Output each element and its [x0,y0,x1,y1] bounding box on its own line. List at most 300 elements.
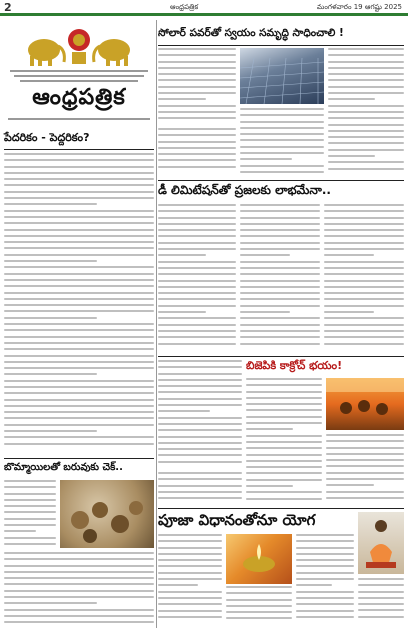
text-line [158,134,236,136]
text-line [326,484,374,486]
text-line [158,166,236,168]
text-line [158,235,236,237]
text-line [246,479,322,481]
text-line [328,168,404,170]
text-line [4,530,36,532]
text-line [158,223,236,225]
text-line [226,611,292,613]
text-line [246,403,322,405]
toys-text-body [4,552,154,628]
text-line [4,292,154,294]
text-line [240,235,320,237]
solar-article-text-col2 [240,108,324,178]
text-line [158,534,222,536]
text-line [4,166,154,168]
yoga-headline: పూజా విధానంతోనూ యోగ [158,511,316,529]
text-line [4,266,154,268]
text-line [240,127,324,129]
text-line [296,597,354,599]
text-line [240,298,320,300]
text-line [4,367,154,369]
text-line [4,298,154,300]
text-line [158,491,242,493]
text-line [324,254,374,256]
text-line [158,280,236,282]
text-line [240,317,320,319]
text-line [4,317,97,319]
text-line [4,184,154,186]
text-line [4,222,154,224]
solar-article-text-col1b [158,128,236,178]
text-line [158,317,236,319]
text-line [4,443,154,445]
text-line [158,92,236,94]
text-line [4,254,154,256]
text-line [158,273,236,275]
text-line [240,330,320,332]
text-line [324,217,404,219]
text-line [158,578,222,580]
text-line [326,491,404,493]
text-line [158,553,222,555]
text-line [4,342,154,344]
text-line [296,565,354,567]
text-line [246,466,322,468]
text-line [4,424,154,426]
text-line [358,616,404,618]
toys-headline: బొమ్మాయిలతో బరువుకు చెక్.. [4,462,123,473]
text-line [240,242,320,244]
text-line [158,547,222,549]
text-line [326,465,404,467]
text-line [328,161,404,163]
bjp-text-col1b [158,472,242,506]
text-line [328,67,404,69]
text-line [328,130,404,132]
bjp-text-col3 [326,434,404,506]
text-line [240,171,324,173]
text-line [4,417,154,419]
text-line [158,217,236,219]
text-line [324,210,404,212]
text-line [158,379,242,381]
text-line [328,142,404,144]
bjp-text-col1 [158,360,242,470]
text-line [328,149,404,151]
delimitation-headline: డీ లిమిటేషన్‌తో ప్రజలకు లాభమేనా.. [158,183,331,197]
text-line [240,336,320,338]
text-line [328,155,375,157]
text-line [158,210,236,212]
text-line [226,592,292,594]
text-line [158,128,236,130]
text-line [4,191,154,193]
text-line [328,79,404,81]
text-line [246,422,322,424]
text-line [4,436,154,438]
text-line [358,591,404,593]
text-line [240,152,324,154]
text-line [158,254,206,256]
text-line [296,534,354,536]
yoga-text-col4 [358,578,404,628]
text-line [296,547,354,549]
text-line [296,591,354,593]
text-line [158,159,236,161]
text-line [4,499,56,501]
text-line [158,591,222,593]
text-line [226,586,292,588]
text-line [158,105,236,107]
text-line [324,280,404,282]
text-line [246,384,322,386]
text-line [324,317,404,319]
text-line [328,86,404,88]
text-line [324,324,404,326]
text-line [324,267,404,269]
text-line [4,543,56,545]
poverty-article-text [4,153,154,453]
text-line [158,267,236,269]
text-line [158,616,222,618]
text-line [158,79,236,81]
text-line [246,435,322,437]
text-line [324,292,404,294]
text-line [158,330,236,332]
text-line [324,311,374,313]
text-line [4,511,56,513]
text-line [4,329,154,331]
text-line [226,605,292,607]
text-line [4,583,154,585]
text-line [158,472,242,474]
text-line [240,254,290,256]
text-line [4,609,154,611]
text-line [158,485,242,487]
text-line [240,223,320,225]
text-line [240,121,324,123]
text-line [158,98,206,100]
text-line [4,405,154,407]
text-line [158,61,236,63]
text-line [324,235,404,237]
text-line [324,261,404,263]
masthead [4,20,154,126]
text-line [4,399,154,401]
text-line [4,229,154,231]
delimitation-text-col1 [158,204,236,354]
toys-text-col1 [4,480,56,550]
text-line [4,590,154,592]
text-line [246,454,322,456]
text-line [158,242,236,244]
delimitation-text-col2 [240,204,320,354]
text-line [4,411,154,413]
text-line [158,417,242,419]
text-line [240,210,320,212]
page-number: 2 [4,1,12,14]
text-line [4,336,154,338]
text-line [158,48,236,50]
poverty-headline: పేదరికం - పెద్దరికం? [4,131,90,144]
text-line [240,204,320,206]
text-line [4,430,97,432]
text-line [326,440,404,442]
text-line [246,428,293,430]
text-line [324,204,404,206]
text-line [296,616,354,618]
text-line [158,360,242,362]
text-line [240,217,320,219]
text-line [240,139,324,141]
bjp-rally-photo [326,378,404,430]
text-line [4,197,154,199]
header-date: మంగళవారం 19 ఆగష్టు 2025 [316,3,402,11]
text-line [158,404,242,406]
text-line [246,397,322,399]
text-line [158,86,236,88]
text-line [158,603,222,605]
text-line [4,615,154,617]
text-line [4,577,154,579]
text-line [4,323,154,325]
text-line [240,311,290,313]
text-line [158,54,236,56]
text-line [324,305,404,307]
text-line [158,559,222,561]
page-header-bar [0,0,408,16]
text-line [158,429,242,431]
text-line [158,391,242,393]
text-line [158,423,242,425]
text-line [158,204,236,206]
text-line [358,578,404,580]
yoga-text-col1 [158,534,222,628]
text-line [326,497,404,499]
text-line [326,478,404,480]
text-line [240,248,320,250]
text-line [158,298,236,300]
text-line [4,235,154,237]
text-line [246,491,322,493]
text-line [296,610,354,612]
text-line [326,434,404,436]
text-line [158,442,242,444]
text-line [4,304,154,306]
text-line [4,241,154,243]
text-line [358,597,404,599]
text-line [240,343,320,345]
text-line [158,497,242,499]
text-line [158,336,236,338]
text-line [158,398,242,400]
text-line [358,603,404,605]
text-line [158,343,236,345]
text-line [296,603,354,605]
text-line [4,260,97,262]
text-line [4,273,154,275]
text-line [240,273,320,275]
text-line [324,336,404,338]
text-line [158,286,236,288]
text-line [324,343,404,345]
text-line [4,178,154,180]
text-line [324,223,404,225]
text-line [296,540,354,542]
text-line [158,448,242,450]
text-line [158,385,242,387]
text-line [158,436,242,438]
text-line [158,366,242,368]
solar-article-text-col1 [158,48,236,126]
text-line [240,292,320,294]
solar-headline: సోలార్ పవర్‌తో స్వయం సమృద్ధి సాధించాలి ! [158,27,344,39]
text-line [158,117,236,119]
text-line [158,111,236,113]
text-line [4,172,154,174]
text-line [296,584,332,586]
text-line [4,380,154,382]
text-line [158,292,236,294]
text-line [240,280,320,282]
text-line [158,248,236,250]
bjp-headline: బిజెపికి కాక్రోచ్ భయం! [246,359,343,372]
delimitation-text-col3 [324,204,404,354]
masthead-tagline [4,116,154,122]
text-line [4,602,97,604]
text-line [240,324,320,326]
text-line [296,572,354,574]
text-line [240,114,324,116]
text-line [158,229,236,231]
text-line [326,459,404,461]
text-line [158,565,222,567]
text-line [296,559,354,561]
text-line [328,111,404,113]
text-line [4,571,154,573]
bjp-text-col2 [246,378,322,506]
text-line [328,54,404,56]
text-line [4,552,154,554]
text-line [240,165,324,167]
text-line [158,540,222,542]
text-line [158,373,242,375]
masthead-subtext [4,68,154,82]
text-line [328,124,404,126]
text-line [240,133,324,135]
text-line [158,153,236,155]
header-center-text: ఆంధ్రపత్రిక [170,3,199,11]
text-line [246,378,322,380]
text-line [4,524,56,526]
text-line [246,409,322,411]
text-line [328,73,404,75]
text-line [246,447,322,449]
text-line [4,310,154,312]
text-line [4,621,154,623]
text-line [4,558,154,560]
text-line [226,617,292,619]
text-line [324,248,404,250]
text-line [158,461,242,463]
toys-photo [60,480,154,548]
text-line [4,486,56,488]
text-line [240,108,324,110]
text-line [324,229,404,231]
text-line [4,386,154,388]
text-line [4,355,154,357]
text-line [4,373,97,375]
text-line [4,153,154,155]
text-line [158,73,236,75]
text-line [326,447,404,449]
text-line [4,159,154,161]
text-line [4,361,154,363]
text-line [326,453,404,455]
yoga-text-col3 [296,534,354,628]
text-line [324,298,404,300]
yoga-pooja-photo [226,534,292,584]
text-line [158,478,242,480]
yoga-text-col2 [226,586,292,628]
text-line [158,597,222,599]
masthead-title: ఆంధ్రపత్రిక [32,84,126,110]
text-line [158,147,236,149]
text-line [158,141,236,143]
text-line [158,410,210,412]
text-line [158,324,236,326]
text-line [240,305,320,307]
text-line [4,480,56,482]
text-line [328,117,404,119]
text-line [4,493,56,495]
text-line [246,460,322,462]
solar-panels-photo [240,48,324,104]
text-line [240,229,320,231]
text-line [328,48,404,50]
text-line [296,578,354,580]
text-line [358,609,404,611]
text-line [240,146,324,148]
text-line [158,610,222,612]
text-line [324,330,404,332]
text-line [246,485,293,487]
text-line [4,279,154,281]
elephant-crest-icon [22,22,136,68]
text-line [246,472,322,474]
text-line [4,203,97,205]
text-line [158,305,236,307]
text-line [158,311,206,313]
text-line [328,92,404,94]
text-line [158,584,198,586]
text-line [226,599,292,601]
solar-article-text-col3 [328,48,404,178]
text-line [158,454,242,456]
text-line [326,472,404,474]
text-line [158,67,236,69]
text-line [4,216,154,218]
text-line [246,416,322,418]
text-line [358,584,404,586]
text-line [296,553,354,555]
text-line [4,247,154,249]
text-line [328,136,404,138]
text-line [4,392,154,394]
text-line [158,572,222,574]
text-line [246,498,322,500]
text-line [240,261,320,263]
